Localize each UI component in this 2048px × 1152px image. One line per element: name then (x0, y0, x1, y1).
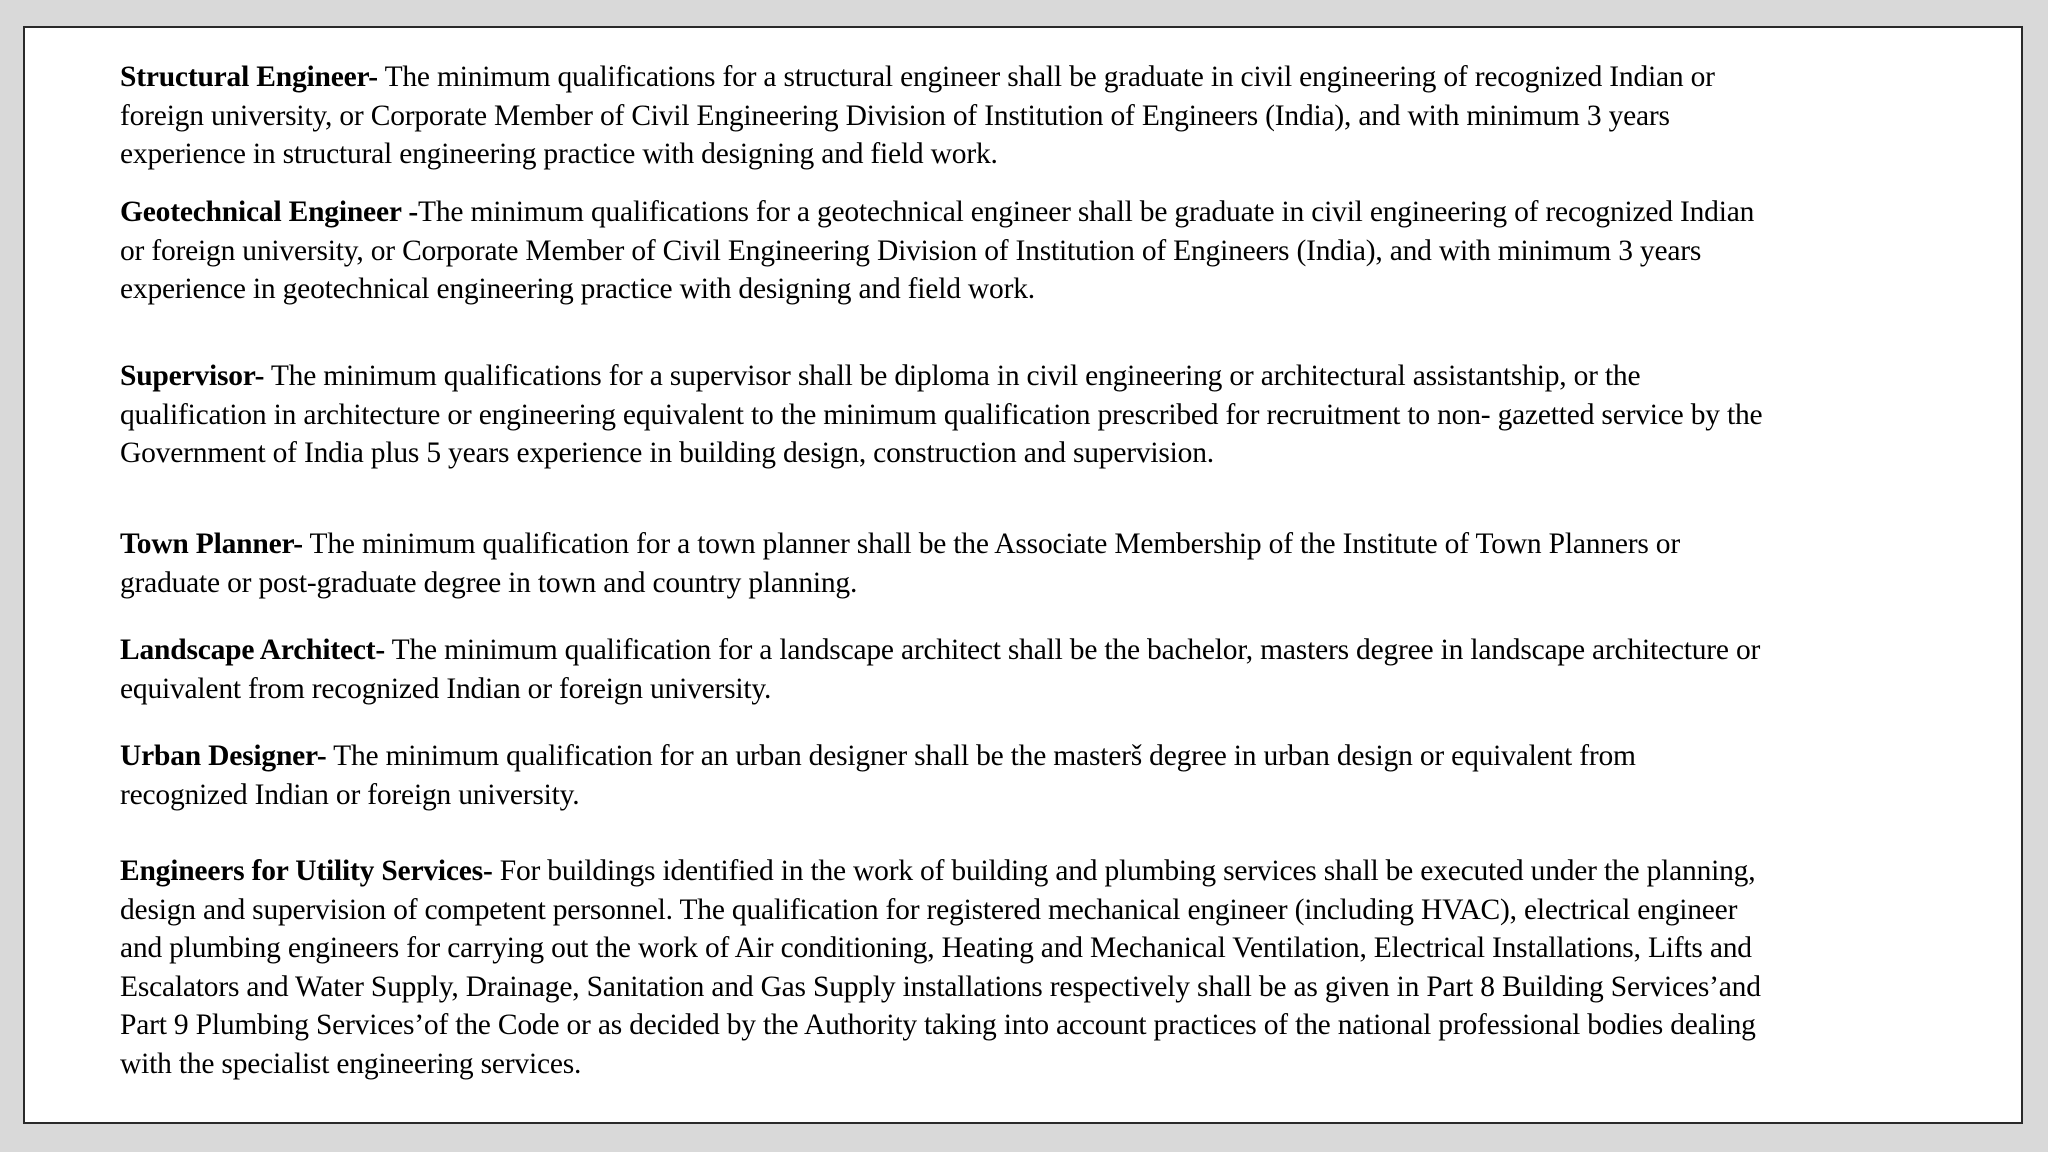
section-heading: Geotechnical Engineer - (120, 196, 419, 228)
section-text-line: and plumbing engineers for carrying out the work of Air conditioning, Heating and Mechanical Ventilation, Electrical Installations, Lifts and (120, 932, 1752, 964)
section-text-line: or foreign university, or Corporate Member of Civil Engineering Division of Institution of Engineers (India), and with minimum 3 years (120, 234, 1702, 267)
section-geotechnical-engineer (120, 193, 1970, 309)
section-text-line: The minimum qualifications for a geotechnical engineer shall be graduate in civil engineering of recognized Indian (418, 196, 1755, 228)
section-text-line: graduate or post-graduate degree in town and country planning. (120, 566, 858, 599)
section-text-line: The minimum qualification for an urban designer shall be the masterš degree in urban design or equivalent from (326, 740, 1636, 772)
section-text-line: Part 9 Plumbing Services’of the Code or as decided by the Authority taking into account practices of the national professional bodies dealing (120, 1009, 1756, 1041)
section-text-line: foreign university, or Corporate Member of Civil Engineering Division of Institution of Engineers (India), and with minimum 3 years (120, 99, 1670, 132)
section-utility-services-engineers (120, 852, 1970, 1083)
section-text-line: recognized Indian or foreign university. (120, 778, 580, 811)
section-text-line: equivalent from recognized Indian or foreign university. (120, 672, 772, 705)
section-text-line: design and supervision of competent personnel. The qualification for registered mechanical engineer (including HVAC), electrical engineer (120, 893, 1738, 926)
section-text-line: Government of India plus 5 years experience in building design, construction and supervision. (120, 437, 1214, 469)
document-page (23, 26, 2023, 1124)
section-heading: Town Planner- (120, 528, 303, 560)
section-text-line: experience in structural engineering practice with designing and field work. (120, 138, 998, 170)
section-heading: Urban Designer- (120, 740, 327, 772)
section-text-line: The minimum qualification for a landscape architect shall be the bachelor, masters degree in landscape architecture or (385, 634, 1761, 666)
section-text-line: experience in geotechnical engineering practice with designing and field work. (120, 273, 1035, 305)
section-supervisor (120, 357, 1970, 473)
section-structural-engineer (120, 58, 1970, 174)
section-heading: Supervisor- (120, 360, 265, 392)
section-text-line: with the specialist engineering services. (120, 1047, 582, 1080)
section-text-line: The minimum qualification for a town planner shall be the Associate Membership of the Institute of Town Planners or (302, 528, 1680, 560)
section-heading: Engineers for Utility Services- (120, 855, 493, 887)
section-heading: Structural Engineer- (120, 61, 378, 93)
section-text-line: The minimum qualifications for a supervisor shall be diploma in civil engineering or architectural assistantship, or the (264, 360, 1641, 392)
section-urban-designer (120, 737, 1970, 814)
section-landscape-architect (120, 631, 1970, 708)
section-text-line: Escalators and Water Supply, Drainage, Sanitation and Gas Supply installations respectively shall be as given in Part 8 Building Services’and (120, 970, 1761, 1003)
section-heading: Landscape Architect- (120, 634, 386, 666)
section-town-planner (120, 525, 1970, 602)
section-text-line: qualification in architecture or engineering equivalent to the minimum qualification prescribed for recruitment to non- gazetted service by the (120, 398, 1763, 431)
section-text-line: For buildings identified in the work of building and plumbing services shall be executed under the planning, (492, 855, 1756, 887)
section-text-line: The minimum qualifications for a structural engineer shall be graduate in civil engineering of recognized Indian or (377, 61, 1715, 93)
